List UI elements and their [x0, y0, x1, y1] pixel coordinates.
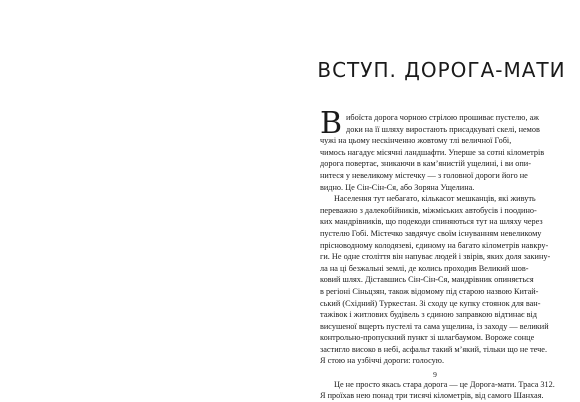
text-line: застигло високо в небі, асфальт такий м’який, тільки що не тече.	[320, 344, 548, 354]
text-line: ких мандрівників, що подекоди спиняються тут на шляху через	[320, 217, 543, 227]
text-line: контрольно-пропускний пункт зі шлагбаумом. Вороже сонце	[320, 333, 535, 343]
text-line: в регіоні Сіньцзян, також відомому під старою назвою Китай-	[320, 286, 539, 296]
text-line: ський (Східний) Туркестан. Зі сходу це купку стоянок для ван-	[320, 298, 541, 308]
text-line: Я стою на узбіччі дороги: голосую.	[320, 356, 445, 366]
text-line: Це не просто якась стара дорога — це Дорога-мати. Траса 312.	[334, 379, 555, 389]
text-line: нитеся у невеликому містечку — з головної дороги його не	[320, 170, 528, 180]
text-line: переважно з далекобійників, міжміських автобусів і поодино-	[320, 205, 537, 215]
chapter-title: ВСТУП. ДОРОГА-МАТИ	[317, 58, 566, 83]
text-line: Я проїхав нею понад три тисячі кілометрів, від самого Шанхая.	[320, 391, 544, 401]
text-line: ги. Не одне століття він напуває людей і звірів, яких доля закину-	[320, 252, 551, 262]
left-page-blank	[0, 0, 290, 400]
text-line: прісноводному колодязеві, єдиному на багато кілометрів навкру-	[320, 240, 549, 250]
text-line: пустелю Гобі. Містечко завдячує своїм існуванням невеликому	[320, 228, 542, 238]
text-line: тажівок і житлових будівель з єдиною заправкою відтинає від	[320, 310, 537, 320]
text-line: висушеної вщерть пустелі та сама ущелина, із заходу — великий	[320, 321, 549, 331]
right-page	[290, 0, 580, 400]
text-line: ковий шлях. Діставшись Сін-Сін-Ся, мандрівник опиняється	[320, 275, 534, 285]
text-line: ибоїста дорога чорною стрілою прошиває пустелю, аж	[346, 113, 539, 122]
text-line: видно. Це Сін-Сін-Ся, або Зоряна Ущелина.	[320, 182, 475, 192]
body-text	[320, 106, 570, 402]
text-line: ла на ці безжальні землі, де колись проходив Великий шов-	[320, 263, 529, 273]
text-line: чимось нагадує місячні ландшафти. Уперше за сотні кілометрів	[320, 147, 545, 157]
text-line: Населення тут небагато, кількасот мешканців, які живуть	[334, 194, 536, 204]
drop-cap: В	[320, 106, 343, 141]
text-line: доки на її шляху виростають присадкуваті скелі, немов	[346, 124, 540, 134]
text-line: чужі на цьому нескінченно жовтому тлі величної Гобі,	[320, 136, 512, 146]
text-line: дорога повертає, зникаючи в кам’янистій ущелині, і ви опи-	[320, 159, 531, 169]
page-number: 9	[433, 370, 437, 379]
